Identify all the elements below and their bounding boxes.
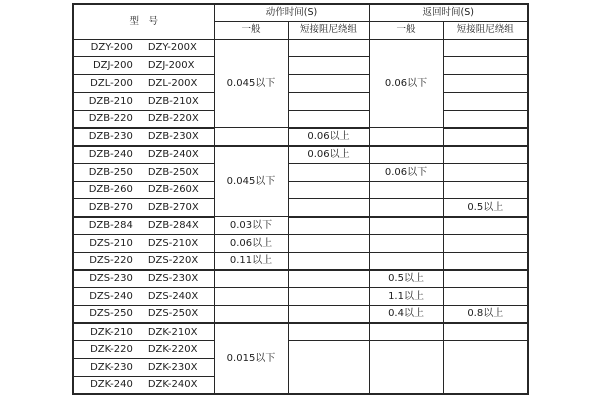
model-name: DZB-230X xyxy=(147,131,199,143)
model-pair xyxy=(74,379,214,390)
table-row xyxy=(73,75,528,93)
value-cell xyxy=(443,39,528,57)
value-cell xyxy=(443,163,528,181)
model-cell xyxy=(73,234,214,252)
value-cell: 1.1以上 xyxy=(369,288,443,306)
value-cell xyxy=(369,181,443,199)
value-cell: 0.11以上 xyxy=(214,252,288,270)
header-action-general: 一般 xyxy=(214,21,288,39)
model-name: DZB-210X xyxy=(147,95,199,107)
model-name: DZK-220X xyxy=(147,344,198,356)
model-cell xyxy=(73,181,214,199)
model-name: DZS-250 xyxy=(89,308,133,320)
value-cell xyxy=(443,288,528,306)
value-cell xyxy=(288,163,369,181)
table-row xyxy=(73,128,528,146)
value-cell xyxy=(443,234,528,252)
model-name: DZK-230X xyxy=(147,361,198,373)
value-cell xyxy=(369,323,443,341)
table-row xyxy=(73,199,528,217)
header-action-time: 动作时间(S) xyxy=(214,4,369,21)
model-cell xyxy=(73,39,214,57)
table-row xyxy=(73,110,528,128)
model-name: DZY-200X xyxy=(147,42,197,54)
table-row xyxy=(73,270,528,288)
value-cell xyxy=(288,305,369,323)
model-cell xyxy=(73,163,214,181)
model-name: DZS-240X xyxy=(147,290,199,302)
model-name: DZK-210X xyxy=(147,326,198,338)
table-row xyxy=(73,39,528,57)
model-cell xyxy=(73,199,214,217)
value-cell xyxy=(443,57,528,75)
value-cell xyxy=(443,92,528,110)
value-cell xyxy=(214,305,288,323)
table-row xyxy=(73,234,528,252)
value-cell xyxy=(288,341,369,394)
model-pair xyxy=(74,131,214,142)
model-name: DZS-220 xyxy=(89,255,133,267)
model-cell xyxy=(73,57,214,75)
model-cell xyxy=(73,217,214,235)
model-name: DZB-210 xyxy=(88,95,133,107)
value-cell xyxy=(288,181,369,199)
model-name: DZB-220 xyxy=(88,113,133,125)
value-cell xyxy=(214,270,288,288)
model-pair xyxy=(74,327,214,338)
model-name: DZB-284 xyxy=(88,220,133,232)
model-pair xyxy=(74,184,214,195)
model-pair xyxy=(74,78,214,89)
model-name: DZK-210 xyxy=(90,326,133,338)
table-row xyxy=(73,217,528,235)
value-cell: 0.06以上 xyxy=(288,128,369,146)
model-pair xyxy=(74,273,214,284)
model-name: DZB-240X xyxy=(147,149,199,161)
header-return-damping: 短接阻尼绕组 xyxy=(443,21,528,39)
model-cell xyxy=(73,128,214,146)
value-cell xyxy=(443,270,528,288)
model-pair xyxy=(74,220,214,231)
table-row xyxy=(73,181,528,199)
model-name: DZB-270X xyxy=(147,201,199,213)
model-name: DZB-240 xyxy=(88,149,133,161)
model-name: DZB-250X xyxy=(147,166,199,178)
model-cell xyxy=(73,146,214,164)
model-cell xyxy=(73,305,214,323)
model-cell xyxy=(73,359,214,377)
model-pair xyxy=(74,96,214,107)
value-cell xyxy=(369,199,443,217)
value-cell: 0.4以上 xyxy=(369,305,443,323)
model-pair xyxy=(74,344,214,355)
value-cell xyxy=(443,341,528,394)
model-name: DZB-270 xyxy=(88,201,133,213)
model-pair xyxy=(74,291,214,302)
header-return-general: 一般 xyxy=(369,21,443,39)
value-cell: 0.8以上 xyxy=(443,305,528,323)
value-cell xyxy=(288,199,369,217)
model-cell xyxy=(73,252,214,270)
model-name: DZB-260 xyxy=(88,184,133,196)
model-name: DZS-250X xyxy=(147,308,199,320)
table-row xyxy=(73,323,528,341)
header-action-damping: 短接阻尼绕组 xyxy=(288,21,369,39)
value-cell: 0.03以下 xyxy=(214,217,288,235)
spec-table xyxy=(72,3,529,395)
value-cell xyxy=(369,146,443,164)
model-pair xyxy=(74,308,214,319)
value-cell xyxy=(443,252,528,270)
value-cell xyxy=(369,341,443,394)
table-row xyxy=(73,92,528,110)
model-name: DZK-230 xyxy=(90,361,133,373)
value-cell xyxy=(288,39,369,57)
value-cell xyxy=(443,146,528,164)
model-pair xyxy=(74,149,214,160)
model-cell xyxy=(73,92,214,110)
model-name: DZJ-200X xyxy=(147,60,195,72)
value-cell xyxy=(288,323,369,341)
value-cell: 0.045以下 xyxy=(214,146,288,217)
model-name: DZS-220X xyxy=(147,255,199,267)
value-cell xyxy=(288,57,369,75)
model-pair xyxy=(74,60,214,71)
model-name: DZS-230 xyxy=(89,273,133,285)
value-cell xyxy=(443,181,528,199)
value-cell xyxy=(288,270,369,288)
value-cell xyxy=(288,234,369,252)
value-cell xyxy=(288,252,369,270)
value-cell xyxy=(443,110,528,128)
model-name: DZB-220X xyxy=(147,113,199,125)
value-cell: 0.06以上 xyxy=(214,234,288,252)
model-cell xyxy=(73,270,214,288)
value-cell: 0.06以上 xyxy=(288,146,369,164)
model-cell xyxy=(73,75,214,93)
model-name: DZS-230X xyxy=(147,273,199,285)
value-cell xyxy=(288,288,369,306)
model-name: DZB-284X xyxy=(147,220,199,232)
model-name: DZJ-200 xyxy=(92,60,133,72)
value-cell xyxy=(369,128,443,146)
model-name: DZB-250 xyxy=(88,166,133,178)
header-row-groups xyxy=(73,4,528,21)
value-cell xyxy=(443,217,528,235)
table-row xyxy=(73,146,528,164)
model-name: DZK-220 xyxy=(90,344,133,356)
table-body xyxy=(73,39,528,394)
value-cell xyxy=(369,252,443,270)
table-row xyxy=(73,57,528,75)
model-pair xyxy=(74,113,214,124)
model-name: DZS-240 xyxy=(89,290,133,302)
model-pair xyxy=(74,167,214,178)
value-cell xyxy=(288,75,369,93)
model-name: DZK-240X xyxy=(147,379,198,391)
table-row xyxy=(73,288,528,306)
value-cell xyxy=(288,217,369,235)
value-cell: 0.045以下 xyxy=(214,39,288,128)
model-pair xyxy=(74,42,214,53)
model-name: DZL-200 xyxy=(90,77,133,89)
model-cell xyxy=(73,323,214,341)
value-cell xyxy=(288,110,369,128)
value-cell xyxy=(369,217,443,235)
model-name: DZB-230 xyxy=(88,131,133,143)
table-row xyxy=(73,341,528,359)
model-cell xyxy=(73,341,214,359)
model-pair xyxy=(74,255,214,266)
model-cell xyxy=(73,376,214,394)
table-header xyxy=(73,4,528,39)
value-cell xyxy=(443,75,528,93)
header-model: 型 号 xyxy=(73,4,214,39)
model-name: DZL-200X xyxy=(147,77,198,89)
model-pair xyxy=(74,362,214,373)
model-name: DZB-260X xyxy=(147,184,199,196)
value-cell xyxy=(443,128,528,146)
model-name: DZS-210X xyxy=(147,237,199,249)
value-cell xyxy=(369,234,443,252)
table-row xyxy=(73,305,528,323)
table-row xyxy=(73,252,528,270)
value-cell: 0.015以下 xyxy=(214,323,288,394)
value-cell xyxy=(443,323,528,341)
model-cell xyxy=(73,288,214,306)
model-cell xyxy=(73,110,214,128)
value-cell xyxy=(288,92,369,110)
value-cell: 0.06以下 xyxy=(369,163,443,181)
model-name: DZS-210 xyxy=(89,237,133,249)
table-row xyxy=(73,163,528,181)
value-cell xyxy=(214,288,288,306)
value-cell: 0.5以上 xyxy=(369,270,443,288)
model-name: DZY-200 xyxy=(90,42,133,54)
value-cell: 0.5以上 xyxy=(443,199,528,217)
header-return-time: 返回时间(S) xyxy=(369,4,528,21)
model-name: DZK-240 xyxy=(90,379,133,391)
value-cell: 0.06以下 xyxy=(369,39,443,128)
model-pair xyxy=(74,202,214,213)
value-cell xyxy=(214,128,288,146)
model-pair xyxy=(74,238,214,249)
